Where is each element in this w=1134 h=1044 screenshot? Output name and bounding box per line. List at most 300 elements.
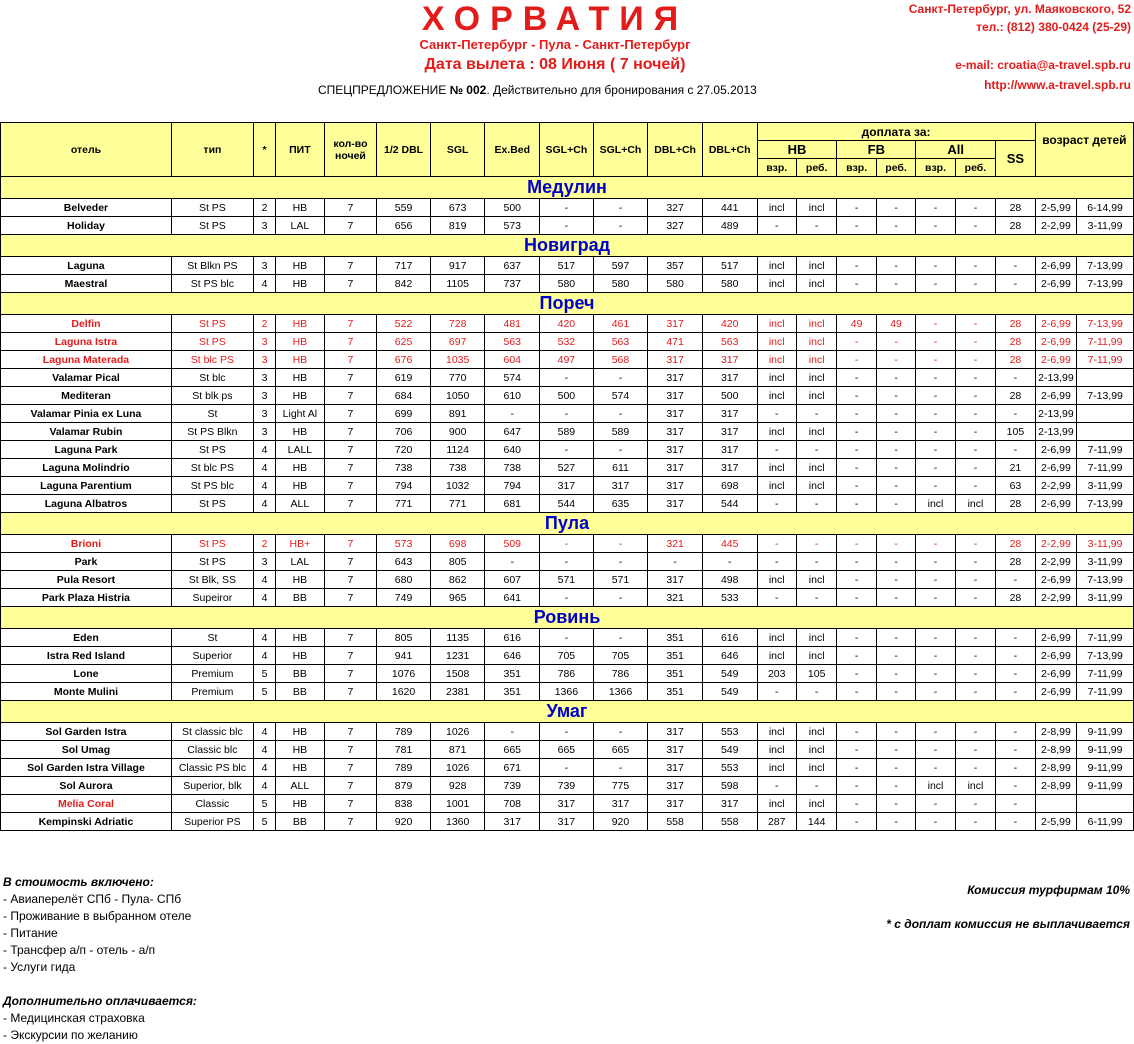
star-rating: 5 (253, 683, 275, 701)
price-fb-child: - (876, 217, 915, 235)
child-age-2: 3-11,99 (1077, 217, 1134, 235)
meal-plan: HB (276, 759, 325, 777)
departure-date: Дата вылета : 08 Июня ( 7 ночей) (424, 56, 686, 73)
price-fb-adult: - (837, 459, 876, 477)
table-row (1, 683, 1134, 701)
price-sgl-ch-2: - (593, 535, 648, 553)
price-ss: 28 (996, 351, 1036, 369)
price-fb-adult: - (837, 199, 876, 217)
hotel-name: Delfin (1, 315, 172, 333)
child-age-2 (1077, 405, 1134, 423)
star-rating: 4 (253, 647, 275, 665)
price-hb-adult: - (757, 777, 796, 795)
child-age-1: 2-2,99 (1035, 589, 1076, 607)
nights: 7 (324, 723, 377, 741)
child-age-1: 2-6,99 (1035, 351, 1076, 369)
price-hb-child: incl (796, 571, 836, 589)
price-all-adult: - (916, 423, 955, 441)
price-ss: 28 (996, 535, 1036, 553)
price-sgl: 1026 (430, 723, 485, 741)
price-dbl-ch-2: 598 (702, 777, 757, 795)
hotel-type: Superior, blk (171, 777, 253, 795)
nights: 7 (324, 217, 377, 235)
hotel-type: St Blkn PS (171, 257, 253, 275)
price-all-child: - (955, 217, 995, 235)
table-row (1, 553, 1134, 571)
star-rating: 4 (253, 777, 275, 795)
price-sgl-ch-1: 1366 (540, 683, 594, 701)
nights: 7 (324, 275, 377, 293)
extra-item: - Медицинская страховка (3, 1011, 145, 1025)
price-all-child: - (955, 405, 995, 423)
price-sgl-ch-2: 1366 (593, 683, 648, 701)
nights: 7 (324, 629, 377, 647)
meal-plan: BB (276, 589, 325, 607)
star-rating: 4 (253, 275, 275, 293)
price-sgl-ch-1: - (540, 589, 594, 607)
price-ss: - (996, 629, 1036, 647)
price-sgl: 738 (430, 459, 485, 477)
price-half-dbl: 717 (377, 257, 431, 275)
price-sgl-ch-2: - (593, 629, 648, 647)
price-sgl-ch-2: - (593, 441, 648, 459)
price-sgl: 697 (430, 333, 485, 351)
price-half-dbl: 838 (377, 795, 431, 813)
price-hb-child: incl (796, 333, 836, 351)
price-exbed: 794 (485, 477, 540, 495)
price-hb-child: incl (796, 629, 836, 647)
price-fb-adult: - (837, 333, 876, 351)
price-dbl-ch-2: 317 (702, 369, 757, 387)
price-sgl-ch-1: 739 (540, 777, 594, 795)
price-all-child: incl (955, 495, 995, 513)
star-rating: 3 (253, 257, 275, 275)
price-hb-child: incl (796, 477, 836, 495)
price-sgl-ch-1: - (540, 405, 594, 423)
price-all-child: - (955, 535, 995, 553)
price-hb-child: 144 (796, 813, 836, 831)
hotel-name: Valamar Pinia ex Luna (1, 405, 172, 423)
price-half-dbl: 789 (377, 723, 431, 741)
star-rating: 2 (253, 199, 275, 217)
price-sgl-ch-2: 580 (593, 275, 648, 293)
nights: 7 (324, 813, 377, 831)
price-exbed: 607 (485, 571, 540, 589)
price-hb-child: - (796, 683, 836, 701)
hotel-type: St PS (171, 333, 253, 351)
price-all-adult: - (916, 647, 955, 665)
child-age-1: 2-13,99 (1035, 423, 1076, 441)
price-sgl-ch-1: - (540, 369, 594, 387)
price-fb-child: - (876, 423, 915, 441)
price-dbl-ch-1: 351 (648, 683, 703, 701)
extra-title: Дополнительно оплачивается: (3, 994, 197, 1008)
child-age-2 (1077, 795, 1134, 813)
price-ss: - (996, 741, 1036, 759)
included-item: - Трансфер а/п - отель - а/п (3, 943, 156, 957)
table-row (1, 571, 1134, 589)
region-row (1, 701, 1134, 723)
price-hb-adult: incl (757, 629, 796, 647)
price-all-adult: - (916, 199, 955, 217)
price-all-adult: - (916, 665, 955, 683)
price-half-dbl: 920 (377, 813, 431, 831)
website-link[interactable]: http://www.a-travel.spb.ru (984, 78, 1131, 92)
price-sgl-ch-1: - (540, 759, 594, 777)
price-dbl-ch-2: 553 (702, 759, 757, 777)
price-sgl-ch-2: 461 (593, 315, 648, 333)
meal-plan: LAL (276, 217, 325, 235)
child-age-1: 2-6,99 (1035, 665, 1076, 683)
price-sgl-ch-1: 665 (540, 741, 594, 759)
star-rating: 4 (253, 459, 275, 477)
table-row (1, 813, 1134, 831)
price-ss: 28 (996, 553, 1036, 571)
price-dbl-ch-1: 317 (648, 795, 703, 813)
col-all-child: реб. (955, 159, 995, 177)
child-age-2 (1077, 423, 1134, 441)
price-hb-child: incl (796, 257, 836, 275)
star-rating: 3 (253, 405, 275, 423)
hotel-name: Valamar Rubin (1, 423, 172, 441)
price-dbl-ch-1: 317 (648, 741, 703, 759)
hotel-type: St PS blc (171, 275, 253, 293)
price-sgl: 1050 (430, 387, 485, 405)
region-name: Новиград (1, 235, 1134, 257)
hotel-name: Mediteran (1, 387, 172, 405)
price-dbl-ch-2: 646 (702, 647, 757, 665)
route: Санкт-Петербург - Пула - Санкт-Петербург (419, 37, 691, 52)
meal-plan: LAL (276, 553, 325, 571)
hotel-type: Classic PS blc (171, 759, 253, 777)
child-age-1: 2-2,99 (1035, 217, 1076, 235)
price-half-dbl: 559 (377, 199, 431, 217)
child-age-1: 2-6,99 (1035, 683, 1076, 701)
price-half-dbl: 771 (377, 495, 431, 513)
table-row (1, 369, 1134, 387)
price-fb-child: - (876, 741, 915, 759)
star-rating: 4 (253, 741, 275, 759)
price-sgl: 1026 (430, 759, 485, 777)
region-row (1, 607, 1134, 629)
price-dbl-ch-2: 317 (702, 459, 757, 477)
price-fb-child: - (876, 257, 915, 275)
price-hb-child: incl (796, 647, 836, 665)
price-exbed: - (485, 553, 540, 571)
child-age-1: 2-6,99 (1035, 441, 1076, 459)
price-fb-child: - (876, 535, 915, 553)
price-dbl-ch-1: 317 (648, 723, 703, 741)
child-age-1: 2-6,99 (1035, 315, 1076, 333)
nights: 7 (324, 459, 377, 477)
price-sgl-ch-1: - (540, 441, 594, 459)
hotel-name: Sol Aurora (1, 777, 172, 795)
meal-plan: HB (276, 369, 325, 387)
child-age-1: 2-5,99 (1035, 813, 1076, 831)
star-rating: 3 (253, 351, 275, 369)
nights: 7 (324, 351, 377, 369)
price-sgl: 771 (430, 495, 485, 513)
price-sgl-ch-2: 786 (593, 665, 648, 683)
col-children-age: возраст детей (1035, 123, 1133, 177)
price-sgl-ch-2: - (593, 405, 648, 423)
price-exbed: 509 (485, 535, 540, 553)
child-age-2: 7-11,99 (1077, 665, 1134, 683)
price-ss: - (996, 777, 1036, 795)
price-exbed: 616 (485, 629, 540, 647)
price-all-adult: - (916, 351, 955, 369)
price-exbed: 665 (485, 741, 540, 759)
price-ss: - (996, 369, 1036, 387)
price-half-dbl: 619 (377, 369, 431, 387)
price-half-dbl: 842 (377, 275, 431, 293)
table-row (1, 315, 1134, 333)
price-hb-child: incl (796, 423, 836, 441)
price-fb-child: - (876, 387, 915, 405)
included-item: - Услуги гида (3, 960, 76, 974)
col-star: * (253, 123, 275, 177)
price-half-dbl: 738 (377, 459, 431, 477)
price-dbl-ch-2: 549 (702, 683, 757, 701)
price-hb-adult: incl (757, 351, 796, 369)
price-all-child: - (955, 351, 995, 369)
price-half-dbl: 749 (377, 589, 431, 607)
table-row (1, 723, 1134, 741)
price-all-adult: - (916, 275, 955, 293)
region-row (1, 177, 1134, 199)
star-rating: 2 (253, 315, 275, 333)
price-half-dbl: 699 (377, 405, 431, 423)
price-sgl: 1035 (430, 351, 485, 369)
price-hb-child: incl (796, 275, 836, 293)
price-fb-child: - (876, 199, 915, 217)
price-exbed: 574 (485, 369, 540, 387)
price-exbed: 646 (485, 647, 540, 665)
price-fb-child: - (876, 351, 915, 369)
price-sgl-ch-1: - (540, 535, 594, 553)
star-rating: 4 (253, 589, 275, 607)
price-sgl-ch-1: 500 (540, 387, 594, 405)
price-all-adult: - (916, 813, 955, 831)
price-fb-child: - (876, 405, 915, 423)
hotel-name: Laguna Materada (1, 351, 172, 369)
price-fb-adult: - (837, 387, 876, 405)
price-half-dbl: 1620 (377, 683, 431, 701)
table-row (1, 275, 1134, 293)
price-ss: - (996, 795, 1036, 813)
star-rating: 3 (253, 333, 275, 351)
price-sgl: 917 (430, 257, 485, 275)
price-all-adult: - (916, 315, 955, 333)
price-hb-child: incl (796, 315, 836, 333)
price-hb-adult: incl (757, 647, 796, 665)
region-name: Пула (1, 513, 1134, 535)
price-dbl-ch-2: 533 (702, 589, 757, 607)
price-hb-child: 105 (796, 665, 836, 683)
included-item: - Проживание в выбранном отеле (3, 909, 192, 923)
price-exbed: 671 (485, 759, 540, 777)
price-exbed: 641 (485, 589, 540, 607)
price-dbl-ch-2: 445 (702, 535, 757, 553)
price-exbed: - (485, 405, 540, 423)
price-sgl-ch-2: 597 (593, 257, 648, 275)
price-fb-child: - (876, 777, 915, 795)
price-half-dbl: 522 (377, 315, 431, 333)
meal-plan: HB (276, 333, 325, 351)
price-fb-child: - (876, 459, 915, 477)
email-link[interactable]: e-mail: croatia@a-travel.spb.ru (955, 58, 1131, 72)
price-dbl-ch-1: 317 (648, 477, 703, 495)
price-fb-adult: - (837, 629, 876, 647)
price-fb-child: - (876, 683, 915, 701)
price-dbl-ch-1: 317 (648, 405, 703, 423)
table-row (1, 795, 1134, 813)
price-sgl: 900 (430, 423, 485, 441)
price-sgl-ch-1: 544 (540, 495, 594, 513)
special-prefix: СПЕЦПРЕДЛОЖЕНИЕ (318, 83, 450, 97)
price-hb-child: incl (796, 387, 836, 405)
price-dbl-ch-2: 317 (702, 351, 757, 369)
col-sgl: SGL (430, 123, 485, 177)
price-dbl-ch-1: 317 (648, 777, 703, 795)
child-age-1: 2-6,99 (1035, 387, 1076, 405)
price-dbl-ch-2: 549 (702, 665, 757, 683)
region-name: Пореч (1, 293, 1134, 315)
price-fb-adult: - (837, 571, 876, 589)
price-exbed: 563 (485, 333, 540, 351)
price-dbl-ch-1: 317 (648, 459, 703, 477)
star-rating: 4 (253, 477, 275, 495)
price-half-dbl: 573 (377, 535, 431, 553)
header (0, 0, 1134, 122)
price-fb-child: - (876, 629, 915, 647)
price-fb-child: - (876, 553, 915, 571)
meal-plan: HB (276, 795, 325, 813)
page-title: ХОРВАТИЯ (421, 0, 689, 38)
nights: 7 (324, 795, 377, 813)
meal-plan: HB (276, 315, 325, 333)
price-hb-child: - (796, 405, 836, 423)
child-age-1: 2-2,99 (1035, 553, 1076, 571)
price-sgl-ch-2: 563 (593, 333, 648, 351)
price-fb-adult: - (837, 441, 876, 459)
table-row (1, 333, 1134, 351)
price-exbed: 738 (485, 459, 540, 477)
hotel-name: Sol Garden Istra (1, 723, 172, 741)
table-row (1, 647, 1134, 665)
price-ss: 28 (996, 315, 1036, 333)
price-sgl: 1360 (430, 813, 485, 831)
hotel-type: Supeiror (171, 589, 253, 607)
price-hb-child: incl (796, 795, 836, 813)
price-hb-adult: incl (757, 275, 796, 293)
child-age-1: 2-5,99 (1035, 199, 1076, 217)
price-fb-child: - (876, 275, 915, 293)
child-age-2: 3-11,99 (1077, 553, 1134, 571)
child-age-1: 2-2,99 (1035, 477, 1076, 495)
col-fb-adult: взр. (837, 159, 876, 177)
price-dbl-ch-1: 321 (648, 535, 703, 553)
table-row (1, 759, 1134, 777)
commission: Комиссия турфирмам 10% (967, 883, 1130, 897)
meal-plan: ALL (276, 495, 325, 513)
child-age-1: 2-8,99 (1035, 723, 1076, 741)
price-all-child: - (955, 589, 995, 607)
price-fb-adult: - (837, 777, 876, 795)
price-dbl-ch-1: 580 (648, 275, 703, 293)
child-age-2: 9-11,99 (1077, 741, 1134, 759)
star-rating: 3 (253, 423, 275, 441)
price-half-dbl: 1076 (377, 665, 431, 683)
price-exbed: 351 (485, 665, 540, 683)
price-ss: - (996, 647, 1036, 665)
table-row (1, 535, 1134, 553)
price-dbl-ch-1: 321 (648, 589, 703, 607)
price-fb-adult: - (837, 647, 876, 665)
price-all-adult: - (916, 589, 955, 607)
meal-plan: Light Al (276, 405, 325, 423)
price-sgl: 805 (430, 553, 485, 571)
hotel-type: Premium (171, 665, 253, 683)
price-all-adult: - (916, 795, 955, 813)
price-dbl-ch-1: 317 (648, 441, 703, 459)
price-exbed: 351 (485, 683, 540, 701)
price-half-dbl: 643 (377, 553, 431, 571)
price-exbed: 739 (485, 777, 540, 795)
price-exbed: 647 (485, 423, 540, 441)
star-rating: 5 (253, 665, 275, 683)
nights: 7 (324, 369, 377, 387)
price-sgl: 673 (430, 199, 485, 217)
star-rating: 4 (253, 723, 275, 741)
price-fb-child: - (876, 795, 915, 813)
price-all-adult: - (916, 683, 955, 701)
price-all-adult: - (916, 759, 955, 777)
price-exbed: 640 (485, 441, 540, 459)
price-dbl-ch-2: 420 (702, 315, 757, 333)
price-hb-child: - (796, 535, 836, 553)
hotel-name: Sol Garden Istra Village (1, 759, 172, 777)
child-age-2: 7-11,99 (1077, 459, 1134, 477)
price-sgl: 862 (430, 571, 485, 589)
price-all-child: - (955, 741, 995, 759)
price-dbl-ch-2: 698 (702, 477, 757, 495)
nights: 7 (324, 315, 377, 333)
hotel-type: St blc (171, 369, 253, 387)
price-all-child: - (955, 553, 995, 571)
child-age-1: 2-13,99 (1035, 369, 1076, 387)
price-hb-adult: - (757, 553, 796, 571)
price-all-adult: - (916, 553, 955, 571)
meal-plan: HB (276, 723, 325, 741)
child-age-2: 7-11,99 (1077, 683, 1134, 701)
price-ss: - (996, 405, 1036, 423)
nights: 7 (324, 257, 377, 275)
price-half-dbl: 676 (377, 351, 431, 369)
price-hb-child: incl (796, 459, 836, 477)
star-rating: 4 (253, 629, 275, 647)
price-fb-adult: - (837, 553, 876, 571)
price-ss: - (996, 813, 1036, 831)
table-row (1, 477, 1134, 495)
price-ss: - (996, 275, 1036, 293)
price-all-adult: - (916, 405, 955, 423)
hotel-type: St PS (171, 217, 253, 235)
price-fb-adult: - (837, 683, 876, 701)
child-age-2: 3-11,99 (1077, 477, 1134, 495)
hotel-name: Holiday (1, 217, 172, 235)
hotel-type: St PS (171, 315, 253, 333)
